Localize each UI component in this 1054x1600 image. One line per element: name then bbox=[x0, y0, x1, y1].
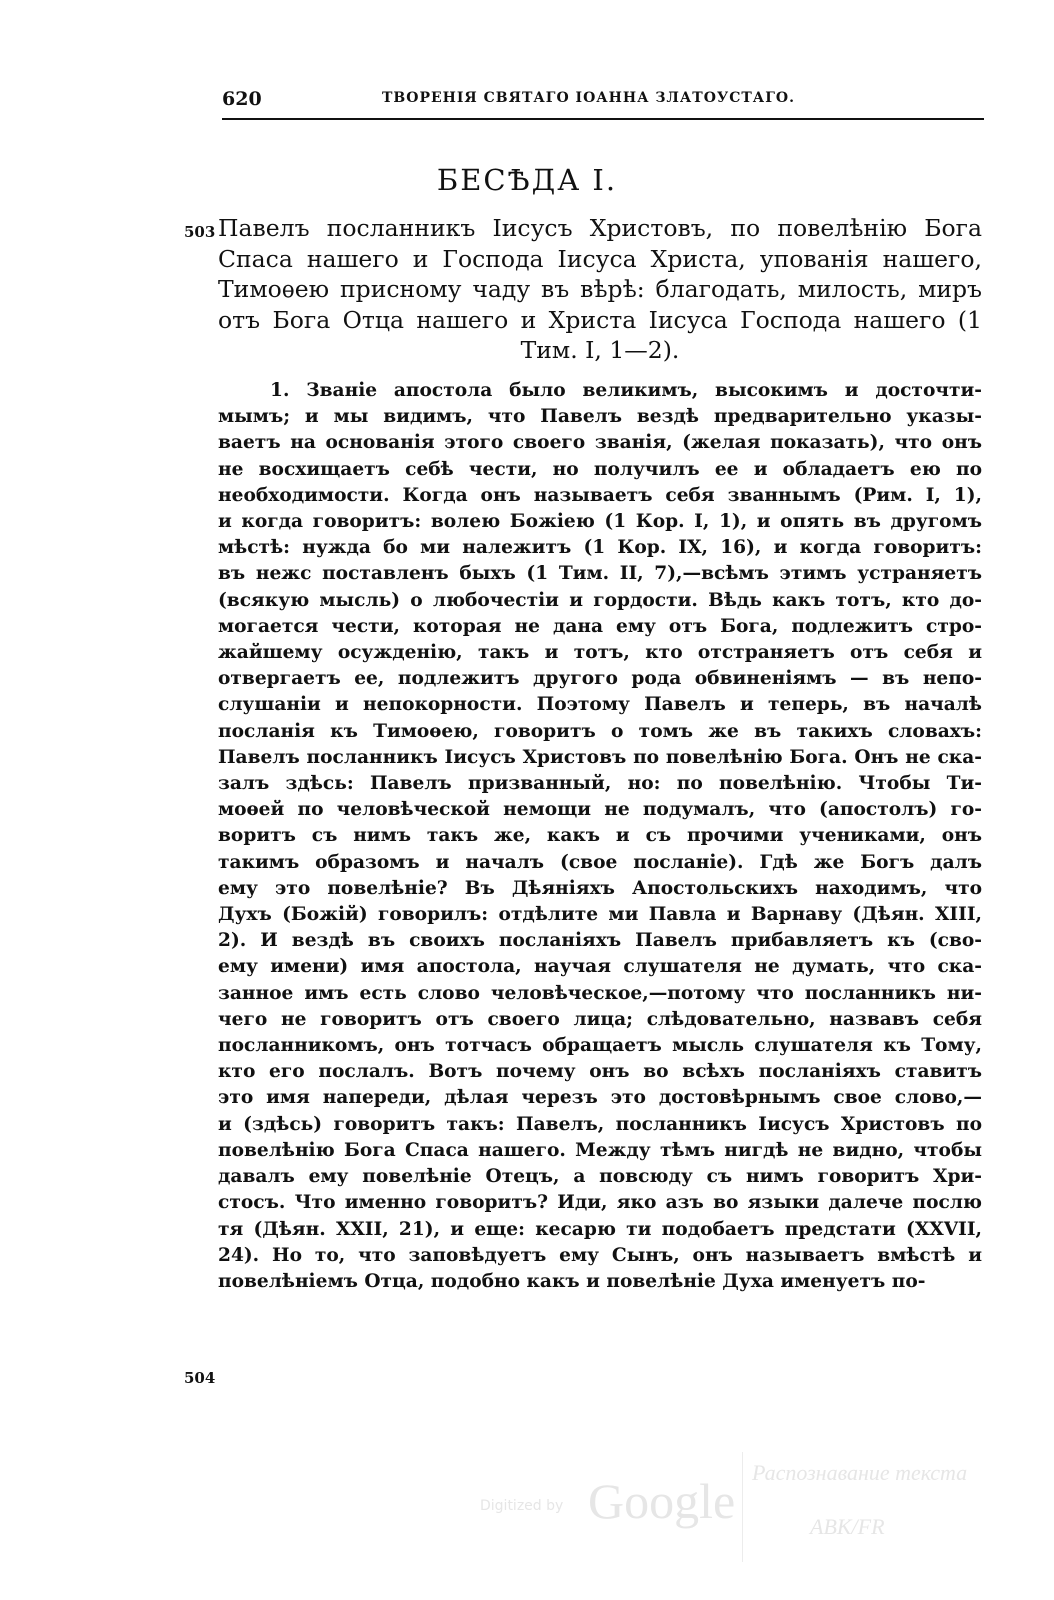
text-line: воритъ съ нимъ такъ же, какъ и съ прочими учениками, онъ bbox=[218, 825, 982, 847]
digitization-watermark bbox=[480, 1450, 1000, 1570]
text-line: Духъ (Божій) говорилъ: отдѣлите ми Павла и Варнаву (Дѣян. XIII, bbox=[218, 904, 982, 926]
text-line: 24). Но то, что заповѣдуетъ ему Сынъ, онъ называетъ вмѣстѣ и bbox=[218, 1244, 982, 1266]
homily-title: БЕСѢДА I. bbox=[436, 163, 618, 197]
text-line: посланникомъ, онъ тотчасъ обращаетъ мысль слушателя къ Тому, bbox=[218, 1035, 982, 1057]
text-line: чего не говоритъ отъ своего лица; слѣдовательно, назвавъ себя bbox=[218, 1008, 982, 1030]
text-line: могается чести, которая не дана ему отъ Бога, подлежитъ стро- bbox=[218, 615, 982, 637]
text-line: Павелъ посланникъ Іисусъ Христовъ по повелѣнію Бога. Онъ не ска- bbox=[218, 746, 982, 768]
text-line: ваетъ на основанія этого своего званія, (желая показать), что онъ bbox=[218, 432, 982, 454]
scripture-verse: Павелъ посланникъ Іисусъ Христовъ, по повелѣнію Бога Спаса нашего и Господа Іисуса Христа, упованія нашего, Тимоѳею присному чаду въ вѣрѣ: благодать, милость, миръ отъ Бога Отца нашего и Христа Іисуса Господа нашего (1 Тим. I, 1—2). bbox=[218, 214, 982, 364]
text-line: залъ здѣсь: Павелъ призванный, но: по повелѣнію. Чтобы Ти- bbox=[218, 773, 982, 795]
text-line: 1. Званіе апостола было великимъ, высокимъ и досточти- bbox=[270, 380, 982, 401]
margin-number-503: 503 bbox=[184, 223, 216, 241]
text-line: стосъ. Что именно говоритъ? Иди, яко азъ во языки далече послю bbox=[218, 1192, 982, 1214]
text-line: не восхищаетъ себѣ чести, но получилъ ее и обладаетъ ею по bbox=[218, 458, 982, 480]
text-line: отвергаетъ ее, подлежитъ другого рода обвиненіямъ — въ непо- bbox=[218, 668, 982, 690]
text-line: моѳей по человѣческой немощи не подумалъ, что (апостолъ) го- bbox=[218, 799, 982, 821]
text-line: мѣстѣ: нужда бо ми належитъ (1 Кор. IX, 16), и когда говоритъ: bbox=[218, 537, 982, 559]
text-line: 2). И вездѣ въ своихъ посланіяхъ Павелъ прибавляетъ къ (сво- bbox=[218, 930, 982, 952]
page-header bbox=[222, 88, 984, 120]
text-line: посланія къ Тимоѳею, говоритъ о томъ же въ такихъ словахъ: bbox=[218, 720, 982, 742]
text-line: давалъ ему повелѣніе Отецъ, а повсюду съ нимъ говоритъ Хри- bbox=[218, 1166, 982, 1188]
text-line: жайшему осужденію, такъ и тотъ, кто отстраняетъ отъ себя и bbox=[218, 642, 982, 664]
text-line: кто его послалъ. Вотъ почему онъ во всѣхъ посланіяхъ ставитъ bbox=[218, 1061, 982, 1083]
page-number: 620 bbox=[222, 88, 262, 110]
running-title: ТВОРЕНІЯ СВЯТАГО ІОАННА ЗЛАТОУСТАГО. bbox=[382, 90, 795, 106]
text-line: необходимости. Когда онъ называетъ себя званнымъ (Рим. I, 1), bbox=[218, 484, 982, 506]
text-line: повелѣніемъ Отца, подобно какъ и повелѣніе Духа именуетъ по- bbox=[218, 1270, 926, 1292]
text-line: тя (Дѣян. XXII, 21), и еще: кесарю ти подобаетъ предстати (XXVII, bbox=[218, 1218, 982, 1240]
text-line: и когда говоритъ: волею Божіею (1 Кор. I, 1), и опять въ другомъ bbox=[218, 511, 982, 533]
watermark-abk: ABK/FR bbox=[810, 1514, 885, 1539]
commentary-text bbox=[218, 378, 982, 1295]
text-line: (всякую мысль) о любочестіи и гордости. Вѣдь какъ тотъ, кто до- bbox=[218, 589, 982, 611]
text-line: слушаніи и непокорности. Поэтому Павелъ и теперь, въ началѣ bbox=[218, 694, 982, 716]
text-line: въ нежс поставленъ быхъ (1 Тим. II, 7),—всѣмъ этимъ устраняетъ bbox=[218, 563, 982, 585]
text-line: занное имъ есть слово человѣческое,—потому что посланникъ ни- bbox=[218, 982, 982, 1004]
text-line: это имя напереди, дѣлая черезъ это достовѣрнымъ свое слово,— bbox=[218, 1087, 982, 1109]
text-line: повелѣнію Бога Спаса нашего. Между тѣмъ нигдѣ не видно, чтобы bbox=[218, 1139, 982, 1161]
watermark-divider bbox=[742, 1452, 743, 1562]
watermark-digitized: Digitized by bbox=[480, 1498, 564, 1514]
text-line: такимъ образомъ и началъ (свое посланіе). Гдѣ же Богъ далъ bbox=[218, 851, 982, 873]
text-line: ему имени) имя апостола, научая слушателя не думать, что ска- bbox=[218, 956, 982, 978]
margin-number-504: 504 bbox=[184, 1369, 216, 1387]
text-line: ему это повелѣніе? Въ Дѣяніяхъ Апостольскихъ находимъ, что bbox=[218, 877, 982, 899]
text-line: и (здѣсь) говоритъ такъ: Павелъ, посланникъ Іисусъ Христовъ по bbox=[218, 1113, 982, 1135]
google-logo: Google bbox=[588, 1473, 736, 1529]
text-line: мымъ; и мы видимъ, что Павелъ вездѣ предварительно указы- bbox=[218, 406, 982, 428]
watermark-ocr: Распознавание текста bbox=[752, 1460, 968, 1485]
